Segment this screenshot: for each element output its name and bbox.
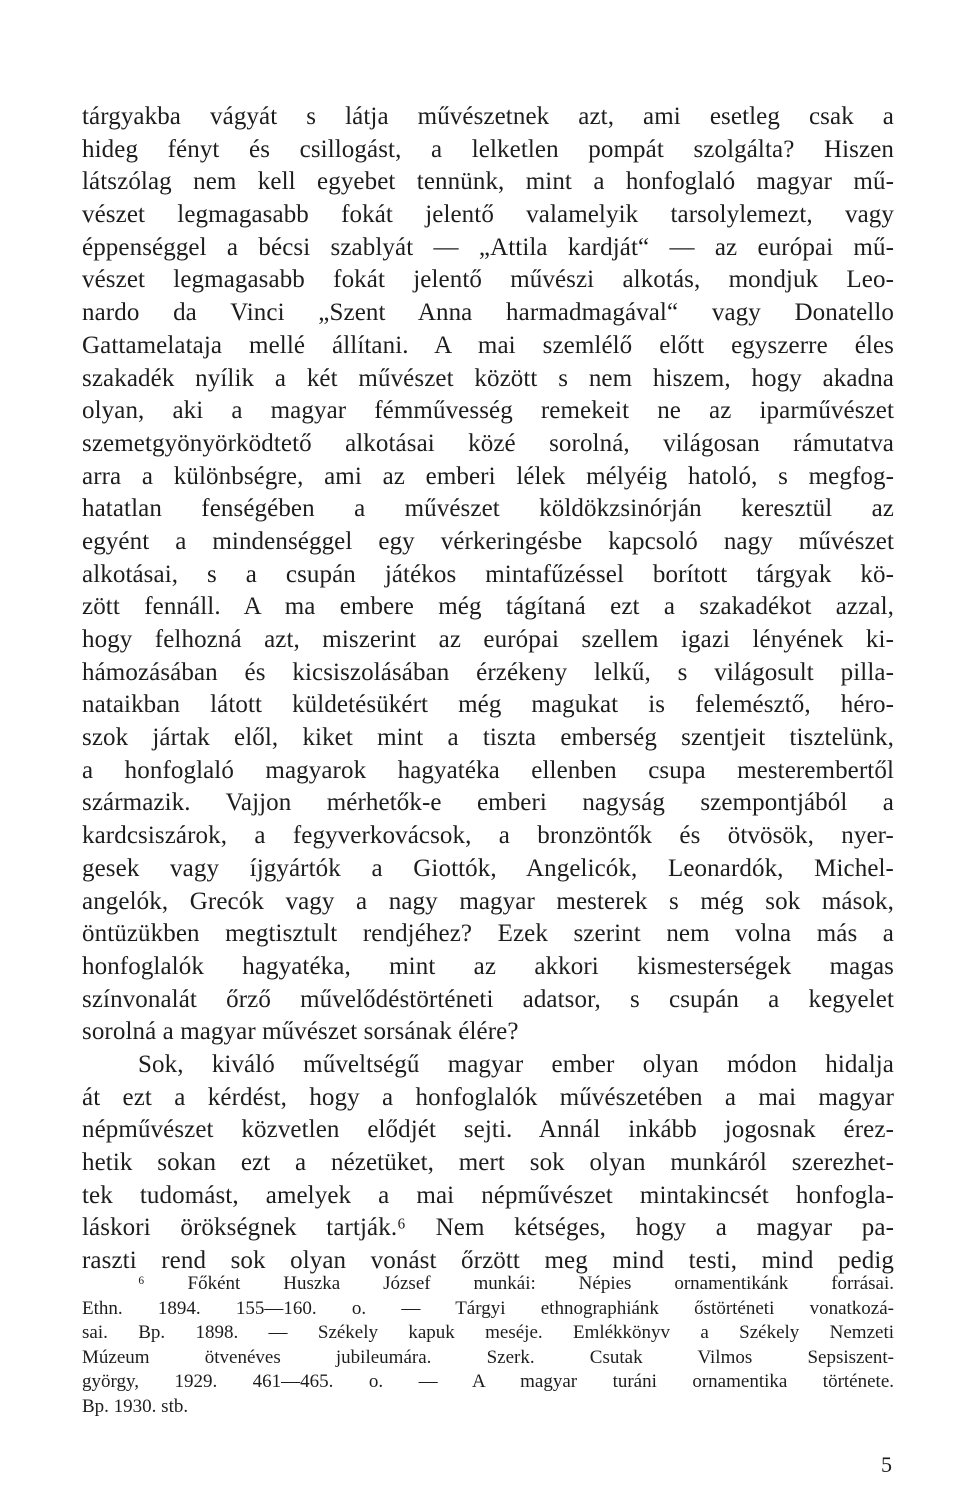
text-line: raszti rend sok olyan vonást őrzött meg mind testi, mind pedig [82, 1247, 894, 1275]
text-line: hogy felhozná azt, miszerint az európai szellem igazi lényének ki- [82, 626, 894, 653]
text-line: honfoglalók hagyatéka, mint az akkori kismesterségek magas [82, 952, 894, 980]
text-line: hetik sokan ezt a nézetüket, mert sok olyan munkáról szerezhet- [82, 1149, 894, 1176]
footnote-line: Múzeum ötvenéves jubileumára. Szerk. Csutak Vilmos Sepsiszent- [82, 1346, 894, 1368]
text-line: hideg fényt és csillogást, a lelketlen pompát szolgálta? Hiszen [82, 135, 894, 163]
text-line: származik. Vajjon mérhetők-e emberi nagyság szempontjából a [82, 789, 894, 817]
text-line: látszólag nem kell egyebet tennünk, mint a honfoglaló magyar mű- [82, 168, 894, 196]
text-line: tek tudomást, amelyek a mai népművészet mintakincsét honfogla- [82, 1181, 894, 1209]
text-line: kardcsiszárok, a fegyverkovácsok, a bronzöntők és ötvösök, nyer- [82, 822, 894, 850]
text-line: színvonalát őrző művelődéstörténeti adatsor, s csupán a kegyelet [82, 985, 894, 1013]
text-line: szemetgyönyörködtető alkotásai közé sorolná, világosan rámutatva [82, 429, 894, 457]
footnote-line: Ethn. 1894. 155—160. o. — Tárgyi ethnographiánk őstörténeti vonatkozá- [82, 1297, 894, 1319]
text-line: arra a különbségre, ami az emberi lélek mélyéig hatoló, s megfog- [82, 462, 894, 490]
text-line: zött fennáll. A ma embere még tágítaná ezt a szakadékot azzal, [82, 593, 894, 621]
text-line: népművészet közvetlen elődjét sejti. Annál inkább jogosnak érez- [82, 1116, 894, 1144]
text-line: éppenséggel a bécsi szablyát — „Attila kardját“ — az európai mű- [82, 233, 894, 261]
text-line: tárgyakba vágyát s látja művészetnek azt, ami esetleg csak a [82, 103, 894, 130]
text-line: szakadék nyílik a két művészet között s nem hiszem, hogy akadna [82, 364, 894, 392]
text-line: nardo da Vinci „Szent Anna harmadmagával“ vagy Donatello [82, 299, 894, 327]
text-line: láskori örökségnek tartják.⁶ Nem kétséges, hogy a magyar pa- [82, 1214, 894, 1242]
text-line: szok jártak elől, kiket mint a tiszta emberség szentjeit tisztelünk, [82, 724, 894, 752]
text-line: gesek vagy íjgyártók a Giottók, Angelicók, Leonardók, Michel- [82, 854, 894, 882]
footnote-line: ⁶ Főként Huszka József munkái: Népies ornamentikánk forrásai. [138, 1273, 894, 1294]
text-line: öntüzükben megtisztult rendjéhez? Ezek szerint nem volna más a [82, 920, 894, 948]
text-line: a honfoglaló magyarok hagyatéka ellenben csupa mesterembertől [82, 756, 894, 784]
text-line: egyént a mindenséggel egy vérkeringésbe kapcsoló nagy művészet [82, 527, 894, 555]
footnote [82, 1272, 894, 1420]
page-number: 5 [881, 1452, 892, 1477]
text-line: vészet legmagasabb fokát jelentő művészi alkotás, mondjuk Leo- [82, 266, 894, 294]
footnote-line: sai. Bp. 1898. — Székely kapuk meséje. Emlékkönyv a Székely Nemzeti [82, 1322, 894, 1344]
text-line: nataikban látott küldetésükért még magukat is felemésztő, héro- [82, 691, 894, 719]
text-line: Gattamelataja mellé állítani. A mai szemlélő előtt egyszerre éles [82, 331, 894, 359]
text-line: vészet legmagasabb fokát jelentő valamelyik tarsolylemezt, vagy [82, 201, 894, 229]
text-line: angelók, Grecók vagy a nagy magyar mesterek s még sok mások, [82, 887, 894, 915]
main-text [82, 101, 894, 1278]
text-line: sorolná a magyar művészet sorsának élére? [82, 1018, 519, 1046]
text-line: hámozásában és kicsiszolásában érzékeny lelkű, s világosult pilla- [82, 658, 894, 686]
text-line: hatatlan fenségében a művészet köldökzsinórján keresztül az [82, 495, 894, 523]
footnote-line: györgy, 1929. 461—465. o. — A magyar turáni ornamentika története. [82, 1371, 894, 1393]
footnote-line: Bp. 1930. stb. [82, 1395, 189, 1417]
paragraph-start-line: Sok, kiváló műveltségű magyar ember olyan módon hidalja [138, 1050, 894, 1078]
text-line: alkotásai, s a csupán játékos mintafűzéssel borított tárgyak kö- [82, 560, 894, 588]
text-line: olyan, aki a magyar fémművesség remekeit ne az iparművészet [82, 397, 894, 425]
text-line: át ezt a kérdést, hogy a honfoglalók művészetében a mai magyar [82, 1083, 894, 1111]
